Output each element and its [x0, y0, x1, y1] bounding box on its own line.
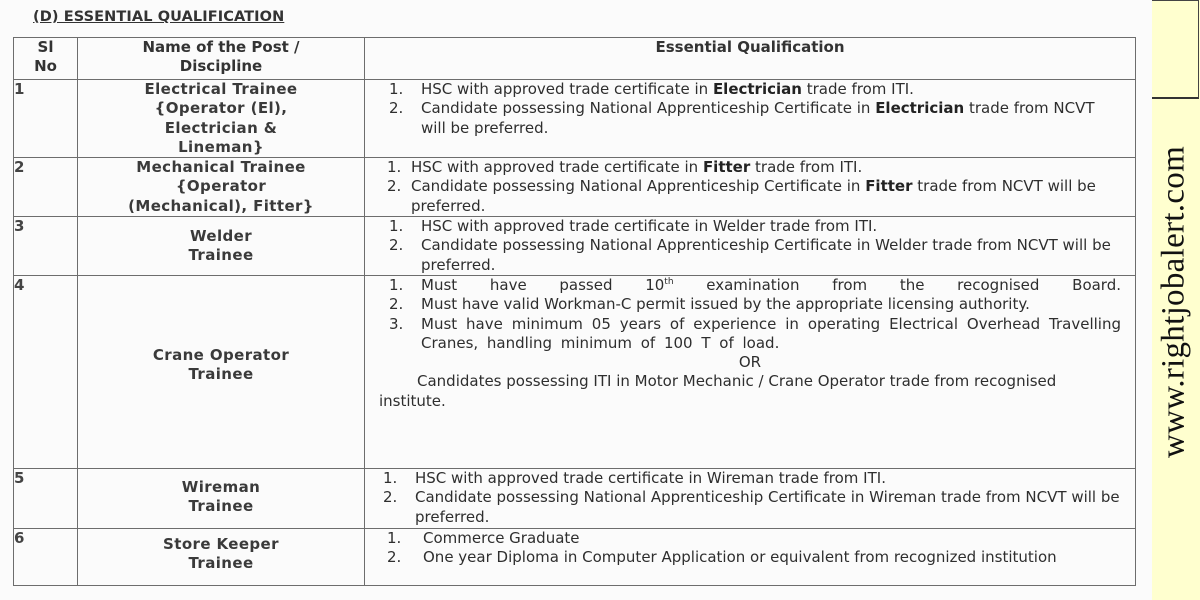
header-post-line1: Name of the Post /: [142, 38, 300, 56]
post-line: Welder: [189, 227, 253, 246]
post-line: Trainee: [188, 497, 254, 516]
table-row: [14, 468, 1136, 528]
qualification-item: [365, 158, 1135, 177]
qualification-item: [365, 80, 1135, 99]
item-number: 3.: [389, 314, 404, 333]
post-line: (Mechanical), Fitter}: [128, 196, 314, 215]
item-text: Candidate possessing National Apprenticeship Certificate in Wireman trade from NCVT will be preferred.: [415, 488, 1120, 526]
table-row: [14, 158, 1136, 217]
alternative-qualification: Candidates possessing ITI in Motor Mechanic / Crane Operator trade from recognised institute.: [379, 372, 1057, 410]
row-sl-no: 5: [14, 468, 78, 528]
item-text: Candidate possessing National Apprenticeship Certificate in Fitter trade from NCVT will be preferred.: [411, 177, 1096, 215]
qualification-item: [365, 488, 1135, 527]
row-post-name: [78, 217, 365, 276]
row-qualification: [365, 528, 1136, 585]
row-post-name: [78, 275, 365, 468]
row-qualification: [365, 468, 1136, 528]
table-header-row: [14, 38, 1136, 80]
watermark-text: www.rightjobalert.com: [1155, 145, 1192, 459]
item-text: Must have valid Workman-C permit issued by the appropriate licensing authority.: [421, 295, 1030, 314]
item-number: 1.: [387, 528, 402, 547]
item-number: 2.: [389, 295, 404, 314]
post-line: Trainee: [188, 364, 254, 383]
table-row: [14, 528, 1136, 585]
qualification-item: [365, 99, 1135, 138]
header-sl-no: [14, 38, 78, 80]
post-line: Electrician &: [164, 118, 278, 137]
post-line: {Operator (El),: [154, 99, 288, 118]
post-line: Store Keeper: [163, 534, 279, 553]
item-text: HSC with approved trade certificate in Wireman trade from ITI.: [415, 468, 886, 487]
section-title: (D) ESSENTIAL QUALIFICATION: [33, 9, 285, 25]
item-text: HSC with approved trade certificate in Welder trade from ITI.: [421, 217, 878, 236]
post-line: Trainee: [188, 554, 254, 573]
qualification-item: [365, 295, 1135, 314]
item-number: 2.: [387, 548, 402, 567]
item-text: Candidate possessing National Apprenticeship Certificate in Welder trade from NCVT will be preferred.: [421, 236, 1111, 274]
header-no-line: No: [34, 57, 57, 75]
row-qualification: [365, 158, 1136, 217]
row-post-name: [78, 468, 365, 528]
qualification-item: [365, 529, 1135, 548]
header-essential-qualification: Essential Qualification: [365, 38, 1136, 80]
or-separator: OR: [738, 353, 762, 372]
item-text: Commerce Graduate: [423, 528, 580, 547]
item-text: HSC with approved trade certificate in Fitter trade from ITI.: [411, 158, 863, 177]
item-number: 2.: [389, 236, 404, 255]
qualification-item: [365, 469, 1135, 488]
item-text: Candidate possessing National Apprenticeship Certificate in Electrician trade from NCVT will be preferred.: [421, 99, 1095, 137]
post-line: Mechanical Trainee: [136, 158, 306, 177]
qualification-item: [365, 217, 1135, 236]
post-line: {Operator: [175, 177, 267, 196]
qualification-table: [13, 37, 1136, 586]
qualification-item: [365, 276, 1135, 295]
item-number: 1.: [389, 80, 404, 98]
row-post-name: [78, 80, 365, 158]
qualification-item: [365, 177, 1135, 216]
header-post-line2: Discipline: [179, 57, 263, 75]
post-line: Wireman: [181, 477, 261, 496]
post-line: Crane Operator: [152, 345, 290, 364]
row-sl-no: 1: [14, 80, 78, 158]
item-number: 2.: [387, 177, 402, 196]
item-number: 1.: [389, 217, 404, 236]
post-line: Lineman}: [178, 137, 264, 156]
row-qualification: [365, 275, 1136, 468]
item-number: 1.: [387, 158, 402, 177]
row-qualification: [365, 217, 1136, 276]
row-post-name: [78, 528, 365, 585]
item-number: 2.: [383, 488, 398, 507]
qualification-item: [365, 315, 1135, 354]
post-line: Electrical Trainee: [144, 80, 298, 98]
header-sl-line: Sl: [37, 38, 54, 56]
item-number: 1.: [383, 468, 398, 487]
item-text: One year Diploma in Computer Application or equivalent from recognized institution: [423, 548, 1057, 567]
row-sl-no: 4: [14, 275, 78, 468]
row-sl-no: 2: [14, 158, 78, 217]
qualification-item: [365, 236, 1135, 275]
table-row: [14, 80, 1136, 158]
row-sl-no: 6: [14, 528, 78, 585]
row-qualification: [365, 80, 1136, 158]
qualification-item: [365, 548, 1135, 567]
item-text: Must have minimum 05 years of experience in operating Electrical Overhead Travelling Cranes, handling minimum of 100 T of load.: [421, 314, 1121, 352]
row-sl-no: 3: [14, 217, 78, 276]
table-row: [14, 217, 1136, 276]
sidebar-top-box: [1152, 0, 1199, 99]
item-number: 1.: [389, 275, 404, 294]
row-post-name: [78, 158, 365, 217]
post-line: Trainee: [188, 246, 254, 265]
item-text: Must have passed 10th examination from the recognised Board.: [421, 275, 1121, 294]
table-row: [14, 275, 1136, 468]
item-text: HSC with approved trade certificate in Electrician trade from ITI.: [421, 80, 914, 98]
item-number: 2.: [389, 99, 404, 118]
header-post-name: [78, 38, 365, 80]
